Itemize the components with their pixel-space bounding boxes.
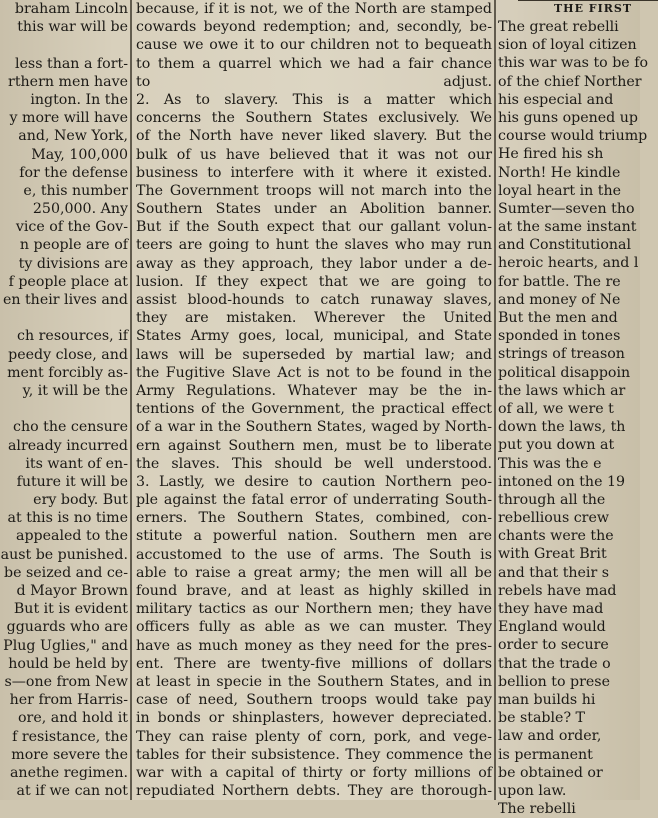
text-line: sion of loyal citizen	[498, 37, 637, 54]
text-line	[0, 309, 128, 327]
text-line: to adjust.	[136, 73, 492, 90]
text-line: North! He kindle	[498, 164, 621, 181]
text-line: ment forcibly as-	[7, 364, 128, 381]
text-line: f resistance, the	[12, 728, 128, 745]
text-line: and Constitutional	[498, 237, 631, 254]
text-line: But it is evident	[13, 601, 128, 618]
text-line: because, if it is not, we of the North are stamped	[136, 1, 492, 17]
text-line: 3. Lastly, we desire to caution Northern peo-	[136, 473, 492, 490]
text-line: y more will have	[9, 110, 128, 127]
text-line: case of need, Southern troops would take pay	[136, 692, 492, 709]
text-line: The rebelli	[498, 801, 576, 818]
text-line: at if we can not	[16, 783, 128, 800]
text-line: for the defense	[19, 164, 128, 181]
text-line: ern against Southern men, must be to liberate	[136, 437, 492, 454]
text-line: of a war in the Southern States, waged by North-	[136, 419, 492, 436]
text-line: Plug Uglies," and	[3, 637, 128, 654]
right-column-article	[498, 0, 658, 818]
text-line: ty divisions are	[18, 255, 128, 272]
text-line: upon law.	[498, 782, 567, 799]
text-line: vice of the Gov-	[15, 219, 128, 236]
text-line: He fired his sh	[498, 146, 604, 163]
column-rule-right	[494, 0, 496, 800]
text-line: have as much money as they need for the pres-	[136, 637, 492, 654]
text-line: Sumter—seven tho	[498, 200, 635, 217]
text-line: heroic hearts, and l	[498, 255, 639, 272]
text-line: to them a quarrel which we had a fair chance	[136, 55, 492, 72]
text-line: at the same instant	[498, 219, 637, 236]
text-line: cause we owe it to our children not to bequeath	[136, 37, 492, 54]
text-line: tables for their subsistence. They commence the	[136, 746, 492, 763]
text-line: ple against the fatal error of underrating South-	[136, 492, 492, 509]
text-line: this war will be	[17, 19, 128, 36]
column-rule-left	[130, 0, 132, 800]
text-line: they have mad	[498, 601, 604, 617]
text-line: lusion. If they expect that we are going to	[136, 273, 492, 290]
text-line: cho the censure	[13, 419, 128, 436]
text-line: with Great Brit	[498, 546, 607, 563]
right-column-header	[498, 0, 658, 18]
left-column	[0, 0, 128, 800]
text-line: assist blood-hounds to catch runaway slaves,	[136, 292, 492, 308]
text-line: accustomed to the use of arms. The South is	[136, 546, 492, 563]
text-line: cowards beyond redemption; and, secondly, be-	[136, 19, 492, 36]
text-line: be stable? T	[498, 710, 586, 727]
text-line: ent. There are twenty-five millions of dollars	[136, 655, 492, 672]
text-line: war with a capital of thirty or forty millions of	[136, 764, 492, 781]
text-line: appealed to the	[16, 528, 128, 545]
text-line: rebels have mad	[498, 582, 617, 599]
text-line: more severe the	[11, 746, 128, 763]
text-line: strings of treason	[498, 346, 625, 363]
text-line: his guns opened up	[498, 109, 638, 126]
text-line: the slaves. This should be well understood.	[136, 455, 492, 472]
text-line: put you down at	[498, 437, 615, 454]
text-line: England would	[498, 619, 606, 636]
text-line: anethe regimen.	[9, 764, 128, 781]
text-line: braham Lincoln	[14, 1, 128, 17]
text-line: found brave, and at least as highly skilled in	[136, 583, 492, 599]
text-line: concerns the Southern States exclusively. We	[136, 110, 492, 127]
text-line: But the men and	[498, 310, 618, 326]
text-line	[0, 36, 128, 54]
text-line: be seized and ce-	[4, 564, 128, 581]
text-line: ore, and hold it	[18, 710, 128, 727]
text-line: ch resources, if	[17, 328, 128, 345]
text-line: loyal heart in the	[498, 182, 622, 199]
text-line: man builds hi	[498, 691, 596, 708]
text-line: Army Regulations. Whatever may be the in-	[136, 382, 492, 399]
text-line: business to interfere with it where it existed.	[136, 164, 492, 181]
text-line: its want of en-	[25, 455, 128, 472]
text-line: ington. In the	[30, 91, 128, 108]
text-line: May, 100,000	[31, 146, 128, 163]
text-line: that the trade o	[498, 655, 611, 672]
text-line: States Army goes, local, municipal, and State	[136, 328, 492, 345]
text-line: able to raise a great army; the men will all be	[136, 564, 492, 581]
text-line: rthern men have	[8, 73, 128, 90]
text-line: sponded in tones	[498, 328, 621, 345]
text-line: and, New York,	[18, 128, 128, 145]
text-line: this war was to be fo	[498, 55, 648, 72]
text-line	[0, 400, 128, 418]
article-heading: THE FIRST	[553, 2, 633, 15]
text-line: s—one from New	[4, 673, 128, 690]
text-line: gguards who are	[6, 619, 128, 636]
text-line: and that their s	[498, 564, 610, 581]
text-line: en their lives and	[2, 292, 128, 308]
text-line: order to secure	[498, 637, 609, 654]
text-line: y, it will be the	[22, 382, 128, 399]
text-line: the laws which ar	[498, 382, 626, 399]
text-line: Southern States under an Abolition banner.	[136, 201, 492, 218]
text-line: through all the	[498, 491, 606, 508]
text-line: erners. The Southern States, combined, con-	[136, 510, 492, 527]
text-line: f people place at	[8, 273, 128, 290]
text-line: d Mayor Brown	[16, 583, 128, 599]
text-line: away as they approach, they labor under a de-	[136, 255, 492, 272]
text-line: peedy close, and	[8, 346, 128, 363]
text-line: at this is no time	[7, 510, 128, 527]
text-line: teers are going to hunt the slaves who may run	[136, 237, 492, 254]
text-line: of the North have never liked slavery. But the	[136, 128, 492, 145]
heading-rule	[518, 0, 658, 1]
text-line: But if the South expect that our gallant volun-	[136, 219, 492, 236]
text-line: course would triump	[498, 128, 648, 145]
text-line: officers fully as able as we can muster. They	[136, 619, 492, 636]
text-line: future it will be	[16, 473, 128, 490]
text-line: of the chief Norther	[498, 73, 642, 90]
text-line: at least in specie in the Southern States, and in	[136, 673, 492, 690]
text-line: chants were the	[498, 528, 614, 545]
text-line: The Government troops will not march into the	[136, 182, 492, 199]
text-line: 250,000. Any	[32, 201, 128, 218]
text-line: is permanent	[498, 746, 593, 763]
text-line: in bonds or shinplasters, however depreciated.	[136, 710, 492, 727]
text-line: tentions of the Government, the practical effect	[136, 401, 492, 418]
text-line: laws will be superseded by martial law; and	[136, 346, 492, 363]
text-line: down the laws, th	[498, 419, 626, 436]
text-line: bellion to prese	[498, 673, 610, 690]
text-line: e, this number	[23, 182, 128, 199]
text-line: 2. As to slavery. This is a matter which	[136, 91, 492, 108]
text-line: of all, we were t	[498, 400, 614, 417]
text-line: rebellious crew	[498, 510, 610, 527]
text-line: military tactics as our Northern men; they have	[136, 601, 492, 618]
text-line: law and order,	[498, 728, 602, 745]
middle-column-article	[136, 0, 492, 800]
text-line: aust be punished.	[0, 546, 128, 563]
text-line: less than a fort-	[15, 55, 128, 72]
text-line: The great rebelli	[498, 19, 619, 35]
text-line: already incurred	[7, 437, 128, 454]
text-line: stitute a powerful nation. Southern men are	[136, 528, 492, 545]
text-line: her from Harris-	[9, 692, 128, 709]
text-line: the Fugitive Slave Act is not to be found in the	[136, 364, 492, 381]
text-line: for battle. The re	[498, 273, 621, 290]
text-line: be obtained or	[498, 764, 603, 781]
text-line: political disappoin	[498, 364, 631, 381]
text-line: bulk of us have believed that it was not our	[136, 146, 492, 163]
text-line: n people are of	[19, 237, 128, 254]
text-line: repudiated Northern debts. They are thorough-	[136, 783, 492, 800]
text-line: hould be held by	[8, 655, 128, 672]
text-line: intoned on the 19	[498, 473, 626, 490]
text-line: They can raise plenty of corn, pork, and vege-	[136, 728, 492, 745]
text-line: ery body. But	[33, 492, 128, 509]
text-line: This was the e	[498, 455, 602, 472]
text-line: his especial and	[498, 91, 614, 108]
text-line: and money of Ne	[498, 291, 621, 308]
text-line: they are mistaken. Wherever the United	[136, 310, 492, 327]
